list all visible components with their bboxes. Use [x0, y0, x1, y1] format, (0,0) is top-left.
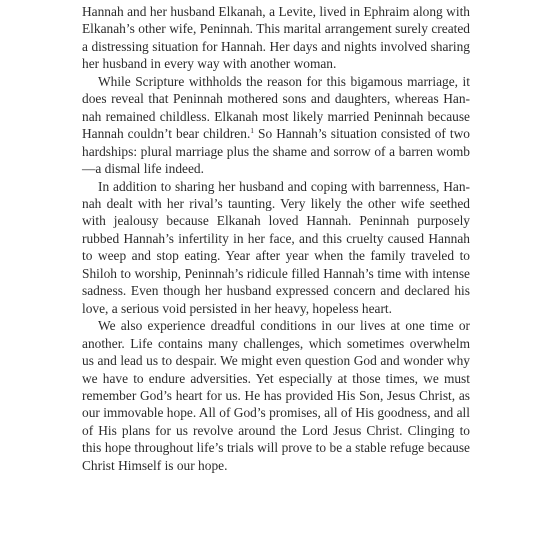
paragraph-2: [82, 73, 470, 178]
footnote-marker: 1: [250, 126, 255, 136]
paragraph-3: In addition to sharing her husband and coping with barrenness, Hannah dealt with her rival’s taunting. Very likely the other wife seethed with jealousy because Elkanah loved Hannah. Peninnah purposely rubbed Hannah’s infertility in her face, and this cruelty caused Hannah to weep and stop eating. Year after year when the family traveled to Shiloh to worship, Peninnah’s ridicule filled Hannah’s time with intense sadness. Even though her husband expressed concern and declared his love, a serious void persisted in her heavy, hopeless heart.: [82, 178, 470, 316]
paragraph-1: Hannah and her husband Elkanah, a Levite, lived in Ephraim along with Elkanah’s other wife, Peninnah. This marital arrangement surely created a distressing situation for Hannah. Her days and nights involved sharing her husband in every way with another woman.: [82, 4, 470, 72]
paragraph-2-text-before-note: While Scripture withholds the reason for this bigamous marriage, it does reveal that Peninnah mothered sons and daughters, whereas Hannah remained childless. Elkanah most likely married Peninnah because Hannah couldn’t bear children.: [82, 73, 470, 142]
body-text: [82, 3, 470, 474]
paragraph-4: We also experience dreadful conditions in our lives at one time or another. Life contains many challenges, which sometimes overwhelm us and lead us to despair. We might even question God and wonder why we have to endure adversities. Yet especially at those times, we must remember God’s heart for us. He has provided His Son, Jesus Christ, as our immovable hope. All of God’s promises, all of His goodness, and all of His plans for us revolve around the Lord Jesus Christ. Clinging to this hope throughout life’s trials will prove to be a stable refuge because Christ Himself is our hope.: [82, 318, 470, 473]
paragraph-2-text-after-note: So Hannah’s situation consisted of two hardships: plural marriage plus the shame and sorrow of a barren womb—a dismal life indeed.: [82, 126, 470, 177]
